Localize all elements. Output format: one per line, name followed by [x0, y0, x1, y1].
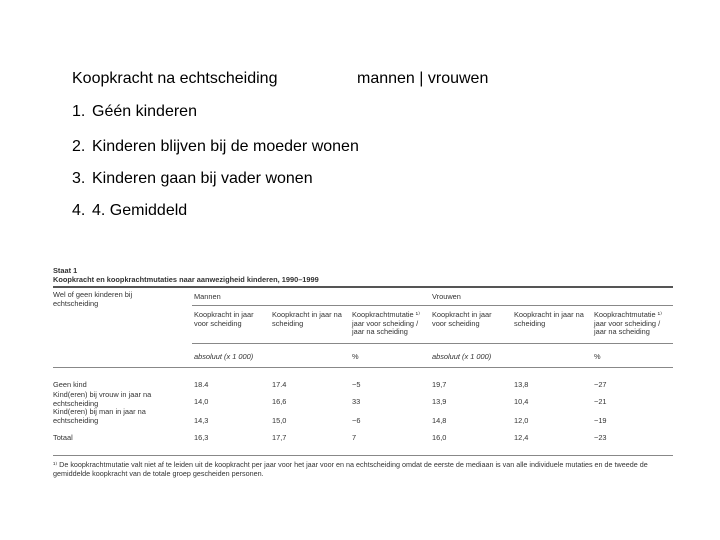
- cell-value: 7: [352, 433, 357, 442]
- table-rule: [53, 455, 673, 456]
- list-number: 2.: [72, 138, 86, 155]
- list-label: 4. Gemiddeld: [92, 202, 188, 219]
- cell-value: 19,7: [432, 380, 447, 389]
- unit-women-absolute: absoluut (x 1 000): [432, 352, 492, 361]
- table-rule: [53, 286, 673, 288]
- list-label: Kinderen blijven bij de moeder wonen: [92, 138, 359, 155]
- cell-value: 18.4: [194, 380, 209, 389]
- row-label: Kind(eren) bij man in jaar na echtscheiding: [53, 407, 146, 425]
- table-rule: [192, 343, 673, 344]
- table-rule: [53, 367, 673, 368]
- list-label: Géén kinderen: [92, 103, 197, 120]
- list-number: 1.: [72, 103, 86, 120]
- list-label: Kinderen gaan bij vader wonen: [92, 170, 313, 187]
- cell-value: 13,9: [432, 397, 447, 406]
- cell-value: −21: [594, 397, 607, 406]
- unit-men-absolute: absoluut (x 1 000): [194, 352, 254, 361]
- cell-value: 33: [352, 397, 361, 406]
- cell-value: 12,4: [514, 433, 529, 442]
- cell-value: 14,8: [432, 416, 447, 425]
- gender-legend: mannen | vrouwen: [357, 70, 489, 87]
- group-women: Vrouwen: [432, 292, 461, 301]
- row-label: Totaal: [53, 433, 73, 442]
- slide-title: Koopkracht na echtscheiding: [72, 70, 278, 87]
- table-caption: [53, 266, 675, 286]
- table-title: Staat 1: [53, 266, 78, 275]
- unit-women-percent: %: [594, 352, 601, 361]
- row-header-label: Wel of geen kinderen bij echtscheiding: [53, 290, 133, 308]
- table-subtitle: Koopkracht en koopkrachtmutaties naar aanwezigheid kinderen, 1990–1999: [53, 275, 319, 284]
- cell-value: −6: [352, 416, 361, 425]
- table-footnote: ¹⁾ De koopkrachtmutatie valt niet af te leiden uit de koopkracht per jaar voor het jaar voor en na echtscheiding omdat de eerste de mediaan is van alle individuele mutaties en de tweede de gemiddelde koopkracht van de totale groep gescheiden personen.: [53, 460, 648, 478]
- list-item: [72, 138, 359, 156]
- list-number: 3.: [72, 170, 86, 187]
- unit-men-percent: %: [352, 352, 359, 361]
- list-item: [72, 103, 197, 121]
- list-item: [72, 170, 313, 188]
- cell-value: 10,4: [514, 397, 529, 406]
- col-header-women-after: Koopkracht in jaar na scheiding: [514, 310, 584, 328]
- col-header-men-after: Koopkracht in jaar na scheiding: [272, 310, 342, 328]
- col-header-women-before: Koopkracht in jaar voor scheiding: [432, 310, 492, 328]
- cell-value: 16,6: [272, 397, 287, 406]
- list-number: 4.: [72, 202, 86, 219]
- col-header-men-before: Koopkracht in jaar voor scheiding: [194, 310, 254, 328]
- col-header-women-mutation: Koopkrachtmutatie ¹⁾ jaar voor scheiding / jaar na scheiding: [594, 310, 662, 336]
- col-header-men-mutation: Koopkrachtmutatie ¹⁾ jaar voor scheiding / jaar na scheiding: [352, 310, 420, 336]
- cell-value: 13,8: [514, 380, 529, 389]
- cell-value: 15,0: [272, 416, 287, 425]
- row-label: Geen kind: [53, 380, 87, 389]
- group-men: Mannen: [194, 292, 221, 301]
- cell-value: 17,7: [272, 433, 287, 442]
- cell-value: 14,3: [194, 416, 209, 425]
- cell-value: 16,0: [432, 433, 447, 442]
- cell-value: −23: [594, 433, 607, 442]
- table-rule: [192, 305, 673, 306]
- cell-value: −27: [594, 380, 607, 389]
- cell-value: 12,0: [514, 416, 529, 425]
- cell-value: −19: [594, 416, 607, 425]
- list-item: [72, 202, 187, 220]
- cell-value: 14,0: [194, 397, 209, 406]
- cell-value: 16,3: [194, 433, 209, 442]
- cell-value: 17.4: [272, 380, 287, 389]
- cell-value: −5: [352, 380, 361, 389]
- row-label: Kind(eren) bij vrouw in jaar na echtscheiding: [53, 390, 152, 408]
